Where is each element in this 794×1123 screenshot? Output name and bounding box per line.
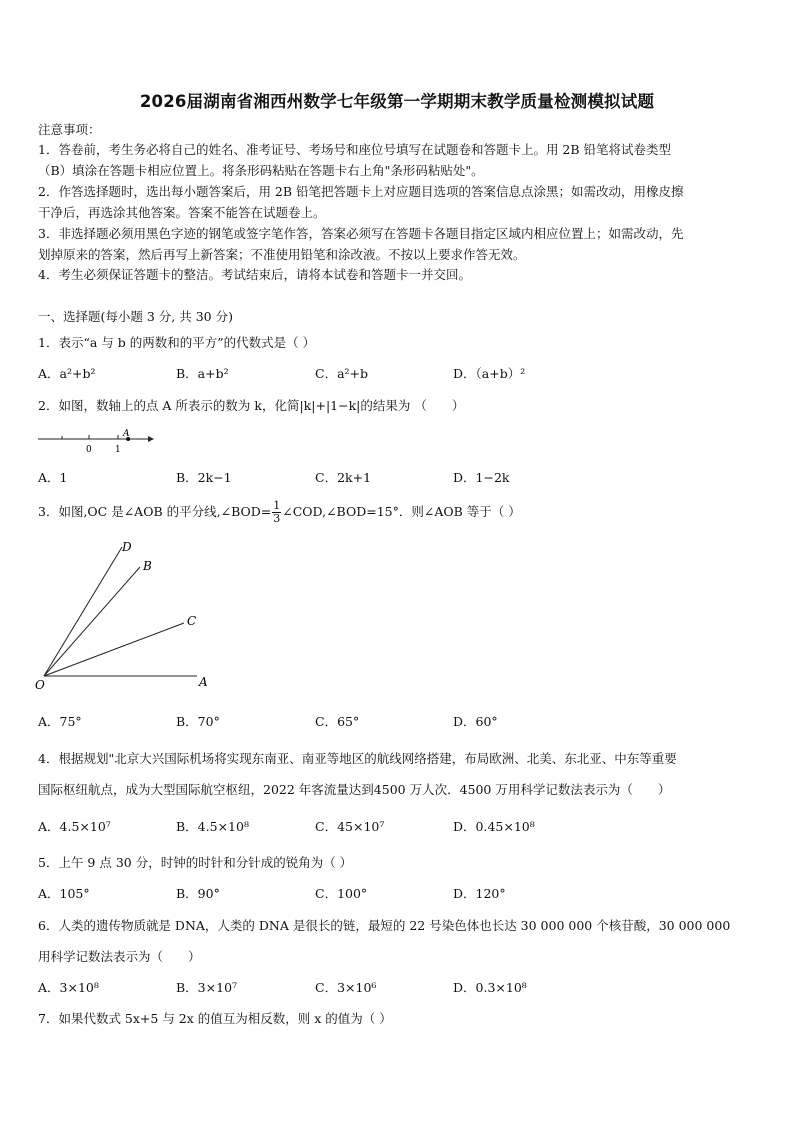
question-2-options bbox=[0, 468, 794, 486]
notice-heading: 注意事项： bbox=[38, 122, 101, 137]
label-a: A bbox=[199, 675, 208, 689]
option-c: C．2k+1 bbox=[315, 470, 372, 485]
question-4-options bbox=[0, 817, 794, 835]
notice-line: 1．答卷前，考生务必将自己的姓名、准考证号、考场号和座位号填写在试题卷和答题卡上。用 2B 铅笔将试卷类型 bbox=[38, 142, 672, 157]
question-4-line-2: 国际枢纽航点，成为大型国际航空枢纽，2022 年客流量达到4500 万人次．4500 万用科学记数法表示为（ ） bbox=[38, 782, 671, 797]
option-c: C．45×10⁷ bbox=[315, 819, 385, 834]
ray-oc bbox=[44, 623, 184, 676]
notice-line: （B）填涂在答题卡相应位置上。将条形码粘贴在答题卡右上角"条形码粘贴处"。 bbox=[38, 163, 484, 178]
option-c: C．a²+b bbox=[315, 366, 369, 381]
option-b: B．2k−1 bbox=[176, 470, 232, 485]
option-a: A．3×10⁸ bbox=[38, 980, 99, 995]
angle-figure bbox=[30, 535, 220, 695]
notice-line: 干净后，再选涂其他答案。答案不能答在试题卷上。 bbox=[38, 205, 326, 220]
label-0: 0 bbox=[86, 445, 92, 455]
question-5-options bbox=[0, 884, 794, 902]
stem-part-a: 3．如图,OC 是∠AOB 的平分线,∠BOD= bbox=[38, 504, 272, 519]
label-c: C bbox=[187, 614, 197, 628]
option-b: B．a+b² bbox=[176, 366, 229, 381]
option-a: A．a²+b² bbox=[38, 366, 96, 381]
option-a: A．1 bbox=[38, 470, 68, 485]
question-6-line-1: 6．人类的遗传物质就是 DNA，人类的 DNA 是很长的链，最短的 22 号染色体也长达 30 000 000 个核苷酸，30 000 000 bbox=[38, 918, 731, 933]
question-4-line-1: 4．根据规划"北京大兴国际机场将实现东南亚、南亚等地区的航线网络搭建，布局欧洲、北美、东北亚、中东等重要 bbox=[38, 751, 677, 766]
question-6-line-2: 用科学记数法表示为（ ） bbox=[38, 949, 201, 964]
fraction-one-third bbox=[272, 500, 281, 525]
label-o: O bbox=[35, 678, 45, 692]
option-b: B．70° bbox=[176, 714, 220, 729]
label-1: 1 bbox=[115, 445, 121, 455]
question-1-options bbox=[0, 364, 794, 382]
question-1-stem: 1．表示“a 与 b 的两数和的平方”的代数式是（ ） bbox=[38, 335, 316, 350]
option-b: B．90° bbox=[176, 886, 220, 901]
option-d: D．120° bbox=[453, 886, 506, 901]
question-6-options bbox=[0, 978, 794, 996]
question-3-stem bbox=[38, 500, 521, 525]
option-a: A．4.5×10⁷ bbox=[38, 819, 111, 834]
label-a: A bbox=[123, 429, 130, 439]
number-line-figure bbox=[36, 428, 166, 456]
fraction-denominator: 3 bbox=[273, 512, 281, 525]
option-d: D．0.3×10⁸ bbox=[453, 980, 527, 995]
fraction-numerator: 1 bbox=[273, 499, 281, 512]
ray-od bbox=[44, 547, 122, 676]
option-d: D．1−2k bbox=[453, 470, 510, 485]
page-title: 2026届湖南省湘西州数学七年级第一学期期末教学质量检测模拟试题 bbox=[139, 92, 655, 111]
question-3-options bbox=[0, 712, 794, 730]
stem-part-b: ∠COD,∠BOD=15°．则∠AOB 等于（ ） bbox=[282, 504, 521, 519]
question-5-stem: 5．上午 9 点 30 分，时钟的时针和分针成的锐角为（ ） bbox=[38, 855, 353, 870]
notice-line: 划掉原来的答案，然后再写上新答案；不准使用铅笔和涂改液。不按以上要求作答无效。 bbox=[38, 247, 526, 262]
label-b: B bbox=[143, 559, 152, 573]
option-d: D．60° bbox=[453, 714, 498, 729]
option-c: C．3×10⁶ bbox=[315, 980, 377, 995]
axis-arrow bbox=[148, 436, 154, 442]
notice-line: 2．作答选择题时，选出每小题答案后，用 2B 铅笔把答题卡上对应题目选项的答案信息点涂黑；如需改动，用橡皮擦 bbox=[38, 184, 684, 199]
option-b: B．3×10⁷ bbox=[176, 980, 238, 995]
label-d: D bbox=[122, 540, 132, 554]
option-a: A．105° bbox=[38, 886, 90, 901]
question-7-stem: 7．如果代数式 5x+5 与 2x 的值互为相反数，则 x 的值为（ ） bbox=[38, 1011, 392, 1026]
section-heading: 一、选择题(每小题 3 分, 共 30 分) bbox=[38, 309, 233, 324]
option-b: B．4.5×10⁸ bbox=[176, 819, 249, 834]
option-a: A．75° bbox=[38, 714, 82, 729]
option-c: C．100° bbox=[315, 886, 368, 901]
notice-line: 3．非选择题必须用黑色字迹的钢笔或签字笔作答，答案必须写在答题卡各题目指定区域内相应位置上；如需改动，先 bbox=[38, 226, 684, 241]
option-d: D．0.45×10⁸ bbox=[453, 819, 535, 834]
question-2-stem: 2．如图，数轴上的点 A 所表示的数为 k，化简|k|+|1−k|的结果为 （ ） bbox=[38, 398, 465, 413]
option-c: C．65° bbox=[315, 714, 360, 729]
option-d: D．（a+b）² bbox=[453, 366, 526, 381]
notice-line: 4．考生必须保证答题卡的整洁。考试结束后，请将本试卷和答题卡一并交回。 bbox=[38, 267, 471, 282]
ray-ob bbox=[44, 567, 140, 676]
